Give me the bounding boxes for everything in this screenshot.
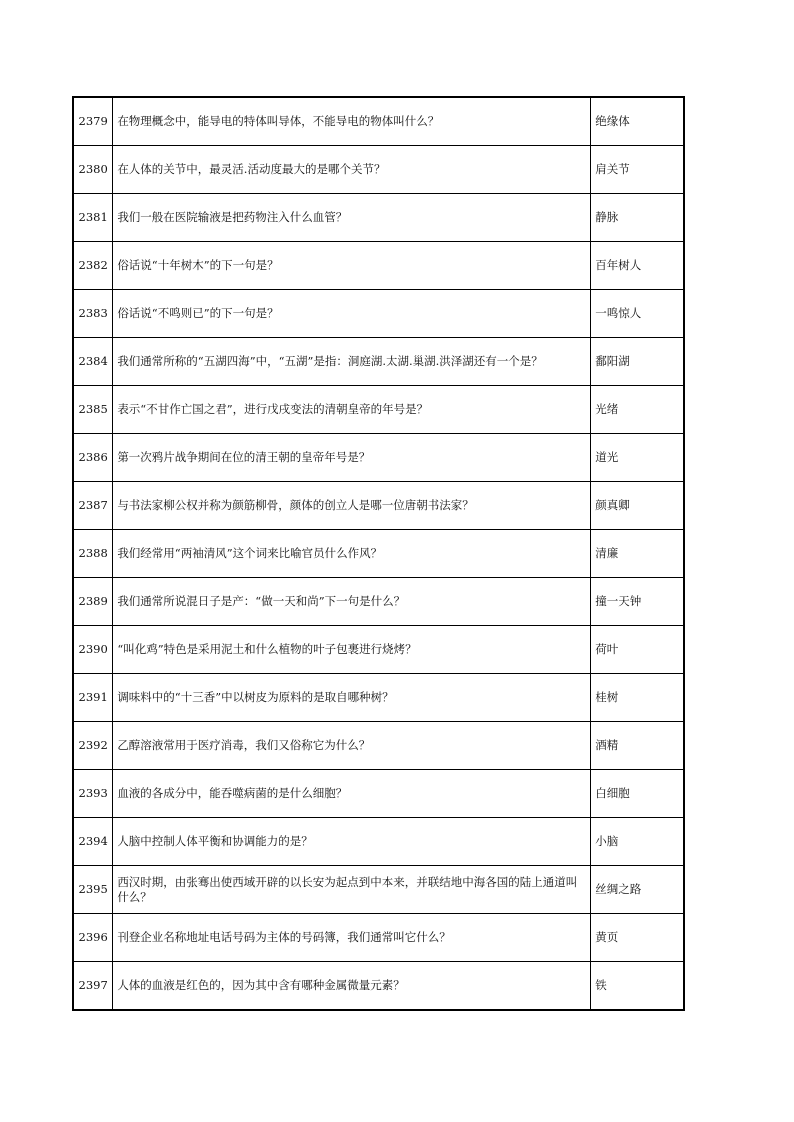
answer-cell: 白细胞 [591, 770, 684, 818]
quiz-table [72, 96, 685, 1011]
row-number-cell: 2383 [73, 290, 113, 338]
answer-cell: 光绪 [591, 386, 684, 434]
table-row [73, 386, 684, 434]
question-cell: 第一次鸦片战争期间在位的清王朝的皇帝年号是？ [113, 434, 591, 482]
question-cell: 在物理概念中，能导电的特体叫导体，不能导电的物体叫什么？ [113, 97, 591, 146]
table-row [73, 770, 684, 818]
question-cell: 俗话说“不鸣则已”的下一句是？ [113, 290, 591, 338]
table-row [73, 194, 684, 242]
answer-cell: 黄页 [591, 914, 684, 962]
row-number-cell: 2386 [73, 434, 113, 482]
answer-cell: 百年树人 [591, 242, 684, 290]
question-cell: 我们一般在医院输液是把药物注入什么血管？ [113, 194, 591, 242]
table-row [73, 962, 684, 1011]
question-cell: “叫化鸡”特色是采用泥土和什么植物的叶子包裹进行烧烤？ [113, 626, 591, 674]
question-cell: 我们通常所说混日子是产：“做一天和尚”下一句是什么？ [113, 578, 591, 626]
row-number-cell: 2393 [73, 770, 113, 818]
table-row [73, 530, 684, 578]
quiz-table-body [73, 97, 684, 1010]
question-cell: 与书法家柳公权并称为颜筋柳骨，颜体的创立人是哪一位唐朝书法家？ [113, 482, 591, 530]
answer-cell: 绝缘体 [591, 97, 684, 146]
table-row [73, 626, 684, 674]
row-number-cell: 2394 [73, 818, 113, 866]
answer-cell: 颜真卿 [591, 482, 684, 530]
answer-cell: 道光 [591, 434, 684, 482]
answer-cell: 静脉 [591, 194, 684, 242]
question-cell: 调味料中的“十三香”中以树皮为原料的是取自哪种树？ [113, 674, 591, 722]
row-number-cell: 2379 [73, 97, 113, 146]
row-number-cell: 2380 [73, 146, 113, 194]
table-row [73, 578, 684, 626]
question-cell: 血液的各成分中，能吞噬病菌的是什么细胞？ [113, 770, 591, 818]
question-cell: 西汉时期，由张骞出使西域开辟的以长安为起点到中本来，并联结地中海各国的陆上通道叫什么？ [113, 866, 591, 914]
answer-cell: 撞一天钟 [591, 578, 684, 626]
table-row [73, 674, 684, 722]
row-number-cell: 2391 [73, 674, 113, 722]
answer-cell: 荷叶 [591, 626, 684, 674]
answer-cell: 丝绸之路 [591, 866, 684, 914]
answer-cell: 清廉 [591, 530, 684, 578]
row-number-cell: 2388 [73, 530, 113, 578]
row-number-cell: 2395 [73, 866, 113, 914]
row-number-cell: 2389 [73, 578, 113, 626]
table-row [73, 482, 684, 530]
question-cell: 刊登企业名称地址电话号码为主体的号码簿，我们通常叫它什么？ [113, 914, 591, 962]
row-number-cell: 2390 [73, 626, 113, 674]
row-number-cell: 2382 [73, 242, 113, 290]
row-number-cell: 2396 [73, 914, 113, 962]
question-cell: 表示“不甘作亡国之君”，进行戊戌变法的清朝皇帝的年号是？ [113, 386, 591, 434]
question-cell: 乙醇溶液常用于医疗消毒，我们又俗称它为什么？ [113, 722, 591, 770]
question-cell: 我们经常用“两袖清风”这个词来比喻官员什么作风？ [113, 530, 591, 578]
question-cell: 人体的血液是红色的，因为其中含有哪种金属微量元素？ [113, 962, 591, 1011]
answer-cell: 一鸣惊人 [591, 290, 684, 338]
answer-cell: 铁 [591, 962, 684, 1011]
table-row [73, 434, 684, 482]
row-number-cell: 2384 [73, 338, 113, 386]
table-row [73, 338, 684, 386]
row-number-cell: 2397 [73, 962, 113, 1011]
answer-cell: 酒精 [591, 722, 684, 770]
table-row [73, 914, 684, 962]
question-cell: 人脑中控制人体平衡和协调能力的是？ [113, 818, 591, 866]
answer-cell: 小脑 [591, 818, 684, 866]
table-row [73, 722, 684, 770]
table-row [73, 866, 684, 914]
row-number-cell: 2387 [73, 482, 113, 530]
table-row [73, 290, 684, 338]
question-cell: 俗话说“十年树木”的下一句是？ [113, 242, 591, 290]
answer-cell: 肩关节 [591, 146, 684, 194]
answer-cell: 桂树 [591, 674, 684, 722]
question-cell: 在人体的关节中，最灵活.活动度最大的是哪个关节？ [113, 146, 591, 194]
row-number-cell: 2385 [73, 386, 113, 434]
table-row [73, 146, 684, 194]
answer-cell: 鄱阳湖 [591, 338, 684, 386]
table-row [73, 97, 684, 146]
row-number-cell: 2392 [73, 722, 113, 770]
table-row [73, 242, 684, 290]
row-number-cell: 2381 [73, 194, 113, 242]
question-cell: 我们通常所称的“五湖四海”中，“五湖”是指：洞庭湖.太湖.巢湖.洪泽湖还有一个是？ [113, 338, 591, 386]
table-row [73, 818, 684, 866]
